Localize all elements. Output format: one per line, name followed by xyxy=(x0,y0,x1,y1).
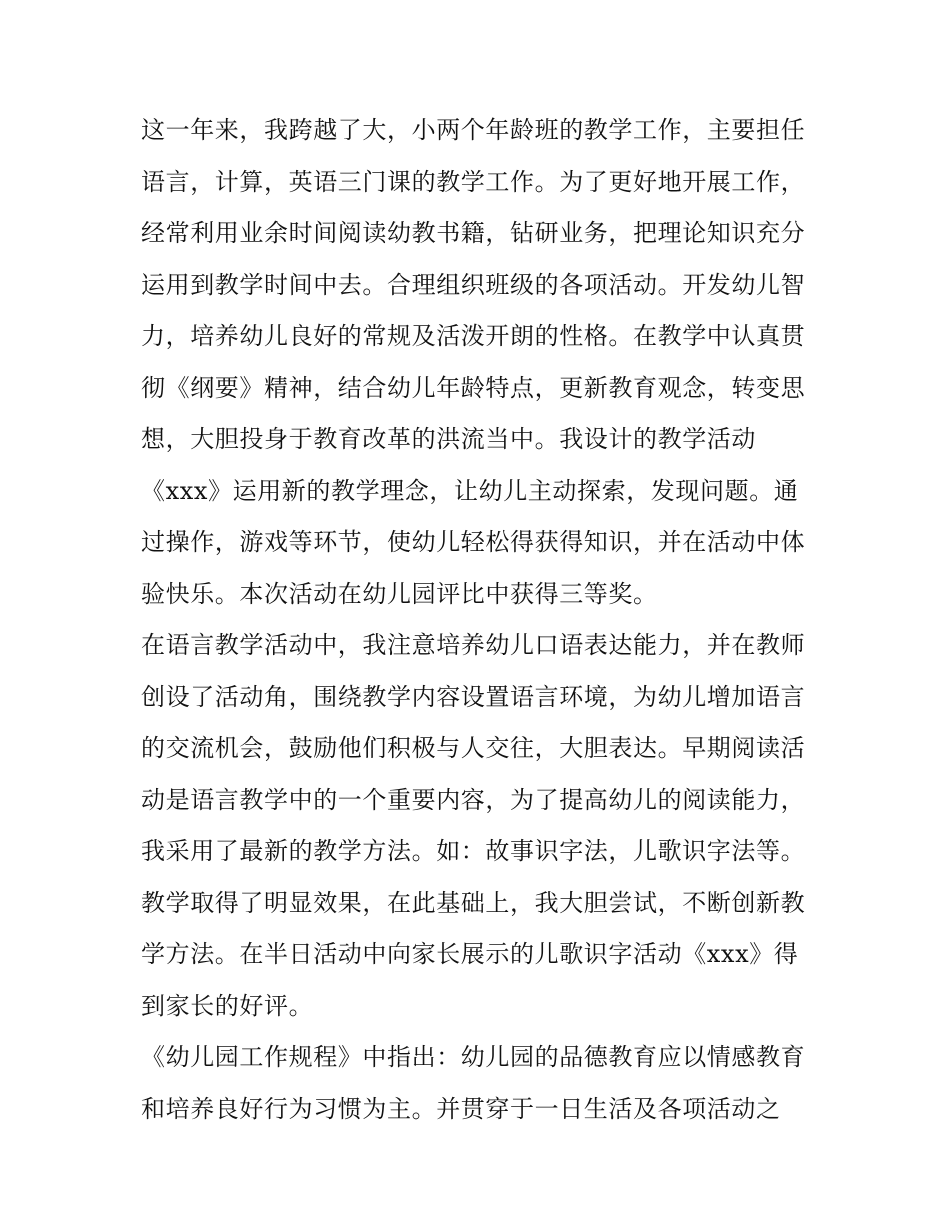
text-line: 教学取得了明显效果，在此基础上，我大胆尝试，不断创新教 xyxy=(141,888,806,917)
text-line: 《xxx》运用新的教学理念，让幼儿主动探索，发现问题。通 xyxy=(141,476,799,505)
text-line: 学方法。在半日活动中向家长展示的儿歌识字活动《xxx》得 xyxy=(141,940,799,968)
text-line: 经常利用业余时间阅读幼教书籍，钻研业务，把理论知识充分 xyxy=(141,219,806,247)
text-line: 的交流机会，鼓励他们积极与人交往，大胆表达。早期阅读活 xyxy=(141,734,806,762)
text-line: 语言，计算，英语三门课的教学工作。为了更好地开展工作， xyxy=(141,167,806,196)
text-line: 想，大胆投身于教育改革的洪流当中。我设计的教学活动 xyxy=(141,425,756,453)
text-line: 到家长的好评。 xyxy=(141,991,314,1020)
text-line: 验快乐。本次活动在幼儿园评比中获得三等奖。 xyxy=(141,579,658,608)
text-line: 过操作，游戏等环节，使幼儿轻松得获得知识，并在活动中体 xyxy=(141,528,806,556)
text-line: 在语言教学活动中，我注意培养幼儿口语表达能力，并在教师 xyxy=(141,631,806,659)
text-line: 创设了活动角，围绕教学内容设置语言环境，为幼儿增加语言 xyxy=(141,682,806,711)
text-line: 彻《纲要》精神，结合幼儿年龄特点，更新教育观念，转变思 xyxy=(141,373,806,402)
text-line: 和培养良好行为习惯为主。并贯穿于一日生活及各项活动之 xyxy=(141,1094,781,1123)
text-line: 我采用了最新的教学方法。如：故事识字法，儿歌识字法等。 xyxy=(141,837,806,865)
text-line: 动是语言教学中的一个重要内容，为了提高幼儿的阅读能力， xyxy=(141,785,806,814)
text-line: 这一年来，我跨越了大，小两个年龄班的教学工作，主要担任 xyxy=(141,116,806,144)
text-line: 力，培养幼儿良好的常规及活泼开朗的性格。在教学中认真贯 xyxy=(141,322,806,350)
text-line: 运用到教学时间中去。合理组织班级的各项活动。开发幼儿智 xyxy=(141,270,806,299)
text-line: 《幼儿园工作规程》中指出：幼儿园的品德教育应以情感教育 xyxy=(141,1043,806,1071)
document-body xyxy=(141,105,821,1135)
